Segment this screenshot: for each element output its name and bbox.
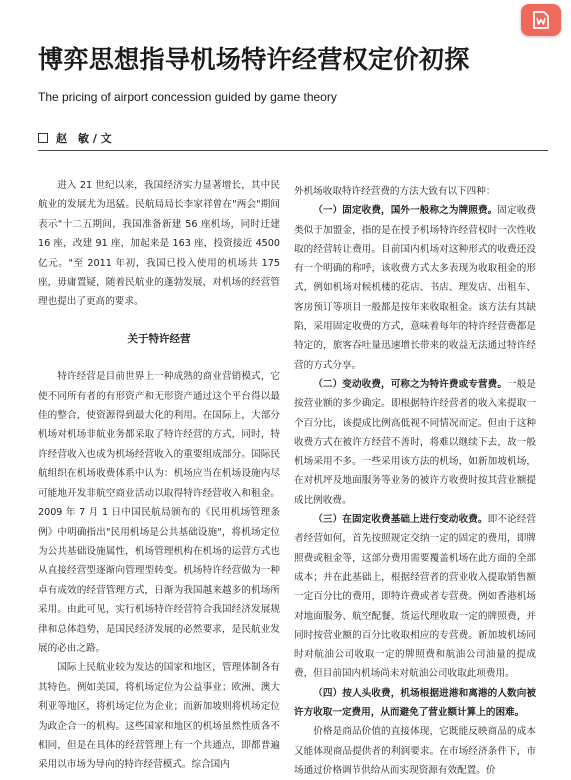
list-item bbox=[294, 684, 536, 723]
list-item-text: 固定收费类似于加盟金，指的是在授予机场特许经营权时一次性收取的经营转让费用。目前国内机场对这种形式的收费还没有一个明确的称呼，该收费方式大多表现为收取租金的形式，例如机场对候机楼的花店、书店、理发店、出租车、客房预订等项目一般都是按年来收取租金。该方法有其缺陷，采用固定收费的方式，意味着每年的特许经营费都是特定的，旅客吞吐量迅速增长带来的收益无法通过特许经营的方式分享。 bbox=[294, 205, 537, 371]
list-item bbox=[294, 201, 536, 375]
author-name: 赵 敏 / 文 bbox=[56, 132, 112, 145]
list-item-lead: （三）在固定收费基础上进行变动收费。 bbox=[313, 514, 488, 526]
body-paragraph: 国际上民航业较为发达的国家和地区，管理体制各有其特色。例如美国，将机场定位为公益事业；欧洲、澳大利亚等地区，将机场定位为企业；而新加坡则将机场定位为政企合一的机构。这些国家和地区的机场虽然性质各不相同，但是在具体的经营管理上有一个共通点，即都普遍采用以市场为导向的特许经营模式。综合国内 bbox=[38, 662, 280, 771]
article-title: 博弈思想指导机场特许经营权定价初探 bbox=[38, 44, 470, 74]
section-heading: 关于特许经营 bbox=[127, 332, 191, 345]
list-item-lead: （四）按人头收费，机场根据进港和离港的人数向被许方收取一定费用，从而避免了营业额计算上的困难。 bbox=[294, 687, 536, 719]
list-item-text: 一般是按营业额的多少确定。即根据特许经营者的收入来提取一个百分比，该提成比例高低视不同情况而定。但由于这种收费方式在被许方经营不善时，将难以继续下去，故一般机场采用不多。一些采用该方法的机场，如新加坡机场，在对机坪及地面服务等业务的被许方收费时按其营业额提成比例收费。 bbox=[294, 378, 537, 506]
list-item-lead: （二）变动收费，可称之为特许费或专营费。 bbox=[313, 378, 508, 390]
intro-paragraph: 进入 21 世纪以来，我国经济实力显著增长，其中民航业的发展尤为迅猛。民航局局长李家祥曾在"两会"期间表示"十二五期间，我国准备新建 56 座机场，同时迁建 16 座，改建 91 座，加起来是 163 座，投资接近 4500 亿元。"至 2011 年初，我国已投入使用的机场共 175 座，毋庸置疑，随着民航业的蓬勃发展，对机场的经营管理也提出了更高的要求。 bbox=[38, 180, 280, 308]
author-line bbox=[38, 130, 112, 146]
body-paragraph: 价格是商品价值的直接体现，它既能反映商品的成本又能体现商品提供者的利润要求。在市场经济条件下，市场通过价格调节供给从而实现资源有效配置。价 bbox=[294, 726, 536, 776]
list-item bbox=[294, 510, 536, 684]
app-badge[interactable] bbox=[521, 4, 561, 36]
list-item-lead: （一）固定收费，国外一般称之为牌照费。 bbox=[313, 205, 498, 217]
article-subtitle: The pricing of airport concession guided by game theory bbox=[38, 90, 337, 104]
document-w-icon bbox=[530, 9, 552, 31]
body-paragraph: 特许经营是目前世界上一种成熟的商业营销模式，它使不同所有者的有形资产和无形资产通过这个平台得以最佳的整合，使资源得到最大化的利用。在国际上，大部分机场对机场非航业务都采取了特许经营的方式，同时，特许经营收入也成为机场经营收入的重要组成部分。国际民航组织在机场收费体系中认为：机场应当在机场设施内尽可能地开发非航空商业活动以取得特许经营收入和租金。2009 年 7 月 1 日中国民航局颁布的《民用机场管理条例》中明确指出"民用机场是公共基础设施"，将机场定位为公共基础设施属性，机场管理机构在机场的运营方式也从直接经营型逐渐向管理型转变。机场特许经营做为一种卓有成效的经营管理方式，日渐为我国越来越多的机场所采用。由此可见，实行机场特许经营符合我国经济发展规律和总体趋势，是国民经济发展的必然要求，是民航业发展的必由之路。 bbox=[38, 371, 280, 654]
header-divider bbox=[38, 150, 548, 151]
right-column bbox=[294, 182, 536, 780]
square-bullet-icon bbox=[38, 133, 48, 143]
list-item bbox=[294, 375, 536, 510]
body-paragraph: 外机场收取特许经营费的方法大致有以下四种： bbox=[294, 186, 496, 197]
list-item-text: 即不论经营者经营如何，首先按照规定交纳一定的固定的费用，即牌照费或租金等，这部分费用需要覆盖机场在此方面的全部成本；并在此基础上，根据经营者的营业收入提取销售额一定百分比的费用，即特许费或者专营费。例如香港机场对地面服务、航空配餐、货运代理收取一定的牌照费，并同时按营业额的百分比收取相应的专营费。新加坡机场同时对航油公司收取一定的牌照费和航油公司油量的提成费，但目前国内机场尚未对航油公司收取此项费用。 bbox=[294, 514, 537, 680]
left-column bbox=[38, 176, 280, 775]
